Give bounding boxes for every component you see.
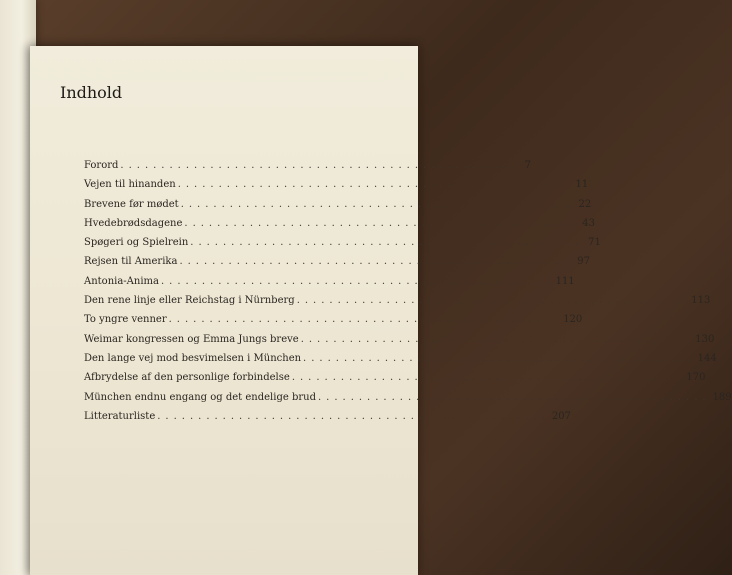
toc-entry [84,179,589,198]
toc-dot-leader: ................................................ [180,198,574,210]
toc-entry [84,333,715,353]
toc-entry-title: Weimar kongressen og Emma Jungs breve [84,333,299,345]
toc-entry-page: 7 [524,160,531,171]
toc-entry [84,256,591,275]
toc-entry-page: 170 [686,372,706,384]
toc-entry-page: 144 [697,352,717,364]
toc-entry-title: Den lange vej mod besvimelsen i München [84,352,302,364]
toc-entry [84,391,732,411]
toc-dot-leader: ................................................ [291,372,685,384]
toc-entry [84,314,583,333]
toc-entry-page: 111 [555,275,575,287]
toc-entry [84,352,717,372]
toc-entry-page: 189 [712,391,732,403]
toc-dot-leader: ................................................ [303,352,696,364]
toc-entry-title: Hvedebrødsdagene [84,217,183,229]
toc-entry [84,198,592,218]
toc-entry [84,372,706,391]
toc-dot-leader: ................................................ [296,295,690,307]
toc-entry-title: Litteraturliste [84,410,156,422]
toc-entry-page: 11 [575,179,589,191]
toc-dot-leader: ................................................ [168,314,562,326]
toc-dot-leader: ................................................ [184,217,577,229]
toc-entry-title: Vejen til hinanden [84,179,176,191]
toc-entry [84,217,595,237]
toc-entry-page: 71 [588,237,601,249]
toc-entry-title: Afbrydelse af den personlige forbindelse [84,372,290,384]
toc-entry-page: 130 [695,333,715,345]
toc-dot-leader: ................................................ [190,237,583,249]
toc-entry-title: Rejsen til Amerika [84,256,178,268]
toc-entry-page: 22 [578,198,592,210]
toc-dot-leader: ................................................ [317,391,711,403]
toc-entry-page: 120 [563,314,583,326]
toc-entry [84,275,575,295]
toc-entry-title: Antonia-Anima [84,275,159,287]
toc-entry [84,410,571,430]
table-of-contents [84,160,732,430]
toc-entry-page: 97 [577,256,591,268]
toc-entry-title: Forord [84,160,119,171]
toc-entry-page: 43 [582,217,595,229]
toc-dot-leader: ................................................ [177,179,571,191]
toc-dot-leader: ................................................ [161,275,554,287]
toc-entry [84,160,531,179]
toc-entry-page: 207 [551,410,571,422]
toc-entry-title: München endnu engang og det endelige brud [84,391,316,403]
toc-entry-title: Spøgeri og Spielrein [84,237,189,249]
toc-entry-title: Brevene før mødet [84,198,179,210]
toc-entry-title: Den rene linje eller Reichstag i Nürnberg [84,295,295,307]
toc-entry-title: To yngre venner [84,314,167,326]
toc-entry [84,237,601,256]
toc-dot-leader: ................................................ [157,410,550,422]
toc-dot-leader: ................................................ [300,333,694,345]
toc-heading: Indhold [60,83,123,102]
toc-entry [84,295,711,314]
toc-dot-leader: ................................................ [120,160,513,171]
toc-dot-leader: ................................................ [179,256,573,268]
toc-entry-page: 113 [691,295,711,307]
